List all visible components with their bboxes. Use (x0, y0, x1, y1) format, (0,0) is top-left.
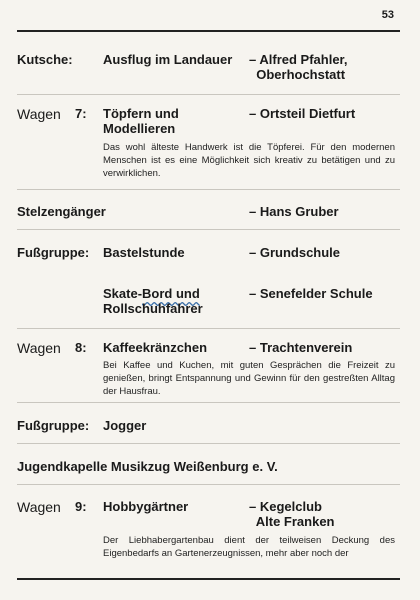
wagen-number: 7: (75, 106, 87, 121)
divider (17, 229, 400, 230)
top-rule (17, 30, 400, 32)
entry-label: Fußgruppe: (17, 418, 90, 433)
entry-title: Jogger (103, 418, 147, 433)
wagen-word: Wagen (17, 106, 61, 122)
entry-participant: – Hans Gruber (249, 204, 339, 219)
title-part: Skate- (103, 286, 143, 301)
title-part: Rollschuhfahrer (103, 301, 203, 316)
entry-label: Kutsche: (17, 52, 73, 67)
entry-title: Bastelstunde (103, 245, 185, 260)
divider (17, 189, 400, 190)
bottom-rule (17, 578, 400, 580)
wagen-number: 9: (75, 499, 87, 514)
entry-description: Bei Kaffee und Kuchen, mit guten Gesprächen die Freizeit zu genießen, bringt Entspannung und Gewinn für den gestreßten Alltag der Hausfrau. (103, 360, 395, 397)
entry-label (17, 340, 87, 356)
title-underlined-part: Bord und (142, 286, 200, 301)
entry-title: Kaffeekränzchen (103, 340, 208, 355)
page-number: 53 (381, 9, 394, 21)
entry-title: Töpfern und Modellieren (103, 106, 179, 136)
entry-participant: – Ortsteil Dietfurt (249, 106, 356, 121)
divider (17, 443, 400, 444)
entry-label: Stelzengänger (17, 204, 106, 219)
entry-description: Der Liebhabergartenbau dient der teilweisen Deckung des Eigenbedarfs an Gartenerzeugnissen, mehr aber noch der (103, 535, 395, 559)
entry-title: Hobbygärtner (103, 499, 189, 514)
entry-participant: – Alfred Pfahler, Oberhochstatt (249, 52, 348, 82)
wagen-word: Wagen (17, 499, 61, 515)
divider (17, 484, 400, 485)
wagen-word: Wagen (17, 340, 61, 356)
entry-label (17, 499, 87, 515)
entry-title: Ausflug im Landauer (103, 52, 233, 67)
entry-label: Jugendkapelle Musikzug Weißenburg e. V. (17, 459, 278, 474)
entry-participant: – Grundschule (249, 245, 341, 260)
entry-description: Das wohl älteste Handwerk ist die Töpferei. Für den modernen Menschen ist es eine Möglichkeit sich kreativ zu betätigen und zu verwirklichen. (103, 142, 395, 179)
divider (17, 328, 400, 329)
entry-participant: – Kegelclub Alte Franken (249, 499, 335, 529)
wagen-number: 8: (75, 340, 87, 355)
entry-participant: – Trachtenverein (249, 340, 353, 355)
divider (17, 402, 400, 403)
entry-participant: – Senefelder Schule (249, 286, 373, 301)
entry-title (103, 286, 203, 316)
divider (17, 94, 400, 95)
entry-label: Fußgruppe: (17, 245, 90, 260)
entry-label (17, 106, 87, 122)
